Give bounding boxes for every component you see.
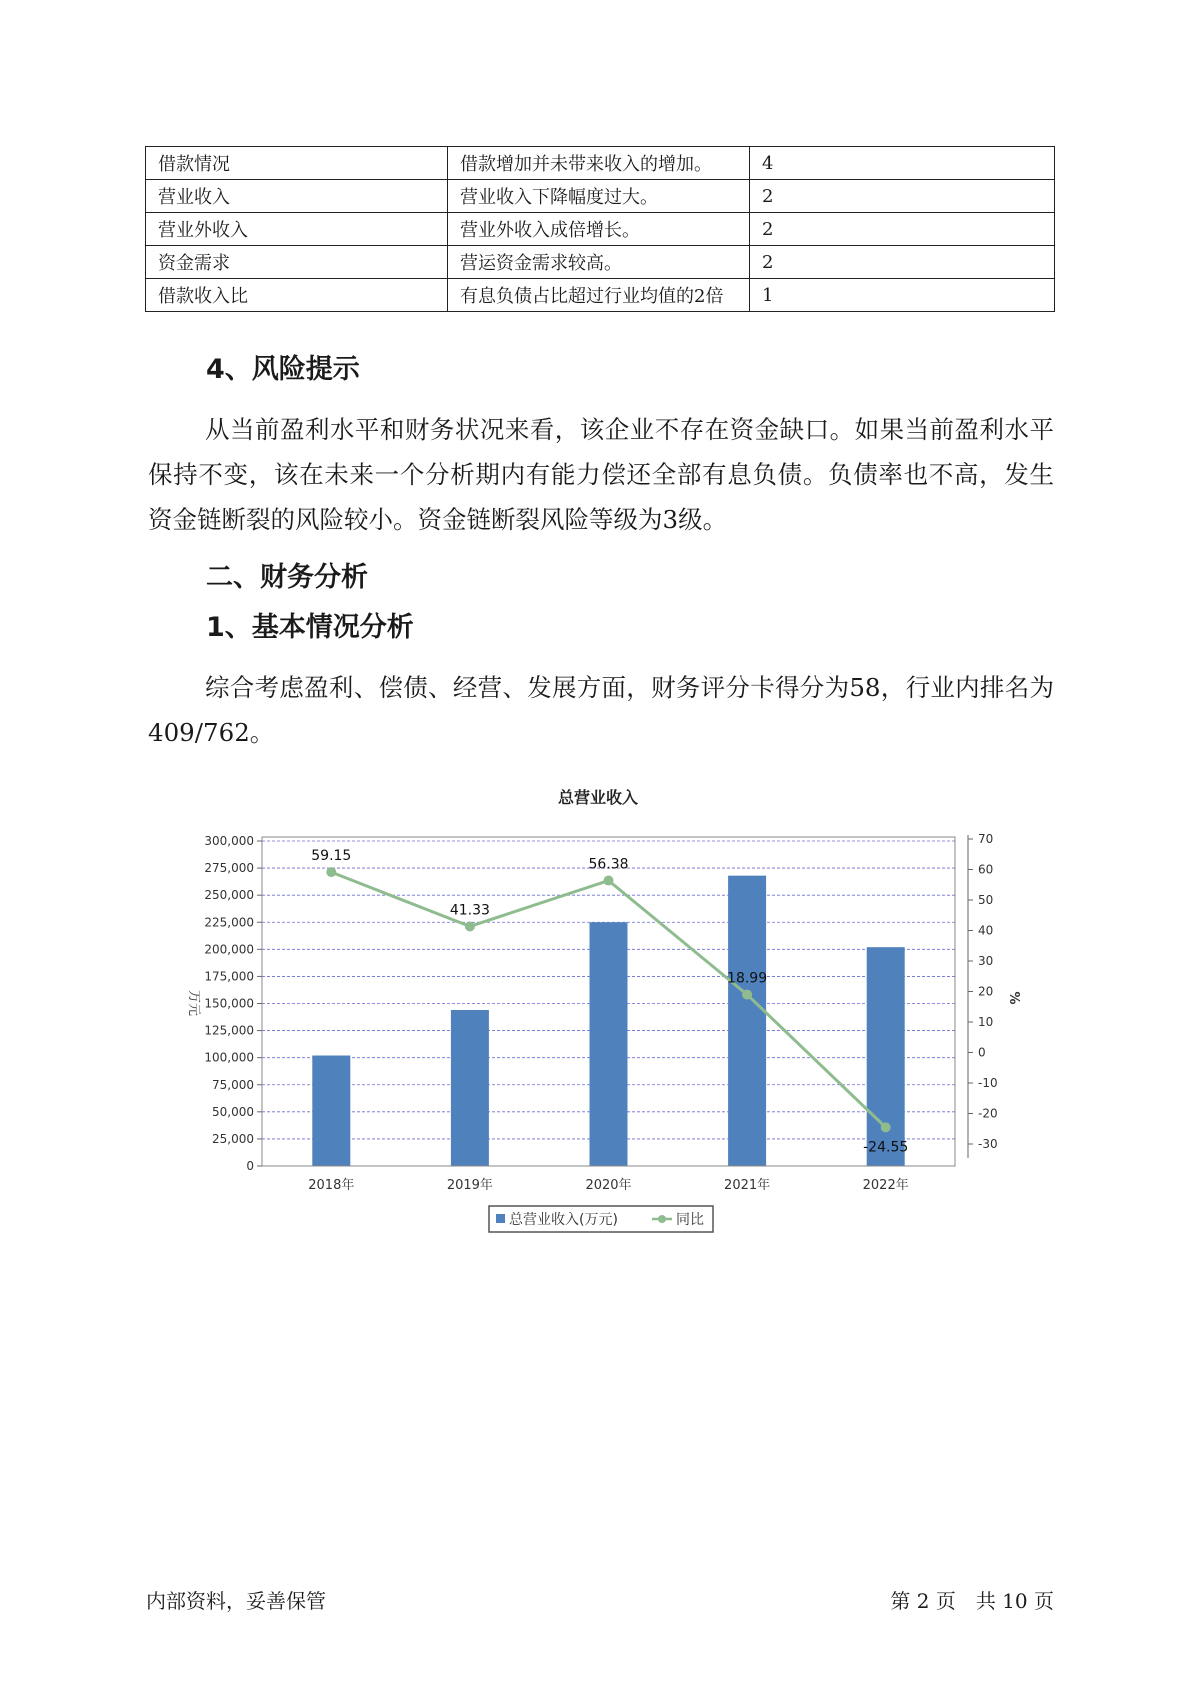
table-cell-indicator: 营业收入 [146, 180, 448, 213]
data-label: 18.99 [727, 970, 768, 987]
y2-tick-label: 0 [978, 1045, 986, 1060]
y-tick-label: 100,000 [204, 1050, 254, 1065]
table-row [146, 279, 1055, 312]
table-row [146, 180, 1055, 213]
y-tick-label: 50,000 [212, 1104, 254, 1119]
risk-paragraph: 从当前盈利水平和财务状况来看，该企业不存在资金缺口。如果当前盈利水平保持不变，该在未来一个分析期内有能力偿还全部有息负债。负债率也不高，发生资金链断裂的风险较小。资金链断裂风险等级为3级。 [148, 415, 1054, 534]
legend-swatch-bar [496, 1214, 505, 1223]
table-cell-indicator: 资金需求 [146, 246, 448, 279]
chart-title: 总营业收入 [557, 788, 639, 807]
x-tick-label: 2019年 [446, 1178, 493, 1193]
line-point [465, 921, 475, 931]
footer-confidential: 内部资料，妥善保管 [146, 1589, 326, 1613]
data-label: 56.38 [588, 856, 629, 873]
y2-tick-label: 20 [978, 984, 994, 999]
line-point [881, 1122, 891, 1132]
bar [312, 1056, 350, 1167]
y-tick-label: 175,000 [204, 969, 254, 984]
x-tick-label: 2022年 [862, 1178, 909, 1193]
line-point [742, 990, 752, 1000]
legend-label-bar: 总营业收入(万元) [509, 1212, 618, 1228]
revenue-chart [0, 780, 1191, 1250]
x-tick-label: 2018年 [308, 1178, 355, 1193]
y-tick-label: 25,000 [212, 1131, 254, 1146]
risk-indicator-table [145, 146, 1055, 312]
table-cell-score: 2 [750, 213, 1055, 246]
y-tick-label: 225,000 [204, 915, 254, 930]
table-cell-description: 营业外收入成倍增长。 [448, 213, 750, 246]
table-cell-description: 有息负债占比超过行业均值的2倍 [448, 279, 750, 312]
y2-axis-label: % [1006, 991, 1021, 1005]
finance-heading: 二、财务分析 [206, 562, 368, 593]
risk-heading: 4、风险提示 [206, 354, 360, 385]
bar [728, 876, 766, 1166]
footer-page-number: 第 2 页 共 10 页 [890, 1589, 1054, 1613]
data-label: 41.33 [449, 902, 490, 919]
y2-tick-label: -20 [978, 1106, 998, 1121]
y2-tick-label: -30 [978, 1137, 998, 1151]
table-row [146, 213, 1055, 246]
table-cell-score: 1 [750, 279, 1055, 312]
y2-tick-label: 40 [978, 923, 994, 938]
y-tick-label: 0 [246, 1159, 254, 1173]
y-tick-label: 75,000 [212, 1077, 254, 1092]
bar [451, 1010, 489, 1166]
basic-heading: 1、基本情况分析 [206, 612, 414, 643]
y2-tick-label: 60 [978, 862, 994, 877]
table-cell-score: 2 [750, 180, 1055, 213]
y-tick-label: 300,000 [204, 834, 254, 848]
chart-bars [312, 876, 904, 1166]
bar [590, 922, 628, 1166]
y2-tick-label: 30 [978, 954, 994, 968]
legend-swatch-point [658, 1215, 666, 1223]
y-tick-label: 125,000 [204, 1023, 254, 1038]
y-tick-label: 250,000 [204, 888, 254, 903]
table-cell-description: 营业收入下降幅度过大。 [448, 180, 750, 213]
bar [867, 947, 905, 1166]
data-label: -24.55 [863, 1139, 909, 1156]
table-cell-description: 营运资金需求较高。 [448, 246, 750, 279]
y-tick-label: 200,000 [204, 942, 254, 957]
chart-legend [489, 1206, 713, 1232]
table-row [146, 246, 1055, 279]
y-tick-label: 275,000 [204, 861, 254, 876]
legend-label-line: 同比 [676, 1212, 704, 1228]
table-cell-description: 借款增加并未带来收入的增加。 [448, 147, 750, 180]
y-axis-label: 万元 [186, 989, 201, 1017]
line-point [604, 876, 614, 886]
y-tick-label: 150,000 [204, 996, 254, 1011]
table-cell-indicator: 借款收入比 [146, 279, 448, 312]
y2-tick-label: 70 [978, 832, 994, 846]
y2-tick-label: 50 [978, 893, 994, 907]
table-cell-score: 2 [750, 246, 1055, 279]
y2-tick-label: -10 [978, 1076, 998, 1090]
table-cell-indicator: 借款情况 [146, 147, 448, 180]
y2-tick-label: 10 [978, 1015, 994, 1029]
x-tick-label: 2020年 [585, 1178, 632, 1193]
table-cell-score: 4 [750, 147, 1055, 180]
table-row [146, 147, 1055, 180]
data-label: 59.15 [311, 848, 352, 865]
line-point [326, 867, 336, 877]
basic-paragraph: 综合考虑盈利、偿债、经营、发展方面，财务评分卡得分为58，行业内排名为409/762。 [148, 673, 1054, 747]
table-cell-indicator: 营业外收入 [146, 213, 448, 246]
x-tick-label: 2021年 [724, 1178, 771, 1193]
